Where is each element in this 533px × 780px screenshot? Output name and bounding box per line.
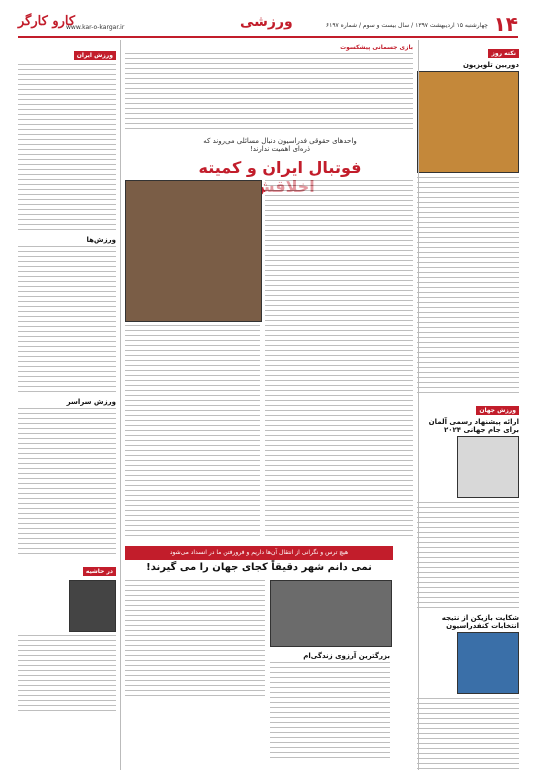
left-column bbox=[18, 42, 116, 770]
article-text bbox=[417, 502, 519, 612]
right-column bbox=[417, 40, 519, 770]
football-photo bbox=[417, 71, 519, 173]
right-mid-headline: ارائه پیشنهاد رسمی آلمان برای جام جهانی ۲۰۲۴ bbox=[428, 418, 519, 434]
date-line: چهارشنبه ۱۵ اردیبهشت ۱۳۹۷ / سال بیست و سوم / شماره ۶۱۹۷ bbox=[325, 22, 488, 29]
article-text bbox=[270, 662, 390, 762]
column-divider bbox=[120, 40, 121, 770]
column-label: نکته روز bbox=[488, 49, 519, 58]
left-mid-headline: ورزش‌ها bbox=[86, 236, 116, 244]
article-text bbox=[417, 698, 519, 770]
main-headline: فوتبال ایران و کمیته bbox=[198, 158, 362, 177]
article-text bbox=[125, 580, 265, 700]
meeting-photo bbox=[270, 580, 392, 647]
article-text bbox=[125, 53, 413, 133]
site-url[interactable]: www.kar-o-kargar.ir bbox=[66, 24, 125, 31]
article-text bbox=[125, 325, 260, 540]
player-photo bbox=[457, 632, 519, 694]
article-text bbox=[265, 180, 413, 540]
column-label: ورزش ایران bbox=[74, 51, 116, 60]
article-text bbox=[18, 635, 116, 715]
center-bottom-headline: بزرگترین آرزوی زندگی‌ام bbox=[303, 652, 390, 660]
column-divider bbox=[418, 40, 419, 770]
column-label: در حاشیه bbox=[83, 567, 116, 576]
right-bottom-headline: شکایت بازیکن از نتیجه انتخابات کنفدراسیون bbox=[441, 614, 519, 630]
article-text bbox=[417, 177, 519, 397]
headline-kicker: واحدهای حقوقی فدراسیون دنبال مسائلی می‌روند که ذره‌ای اهمیت ندارند! bbox=[203, 137, 357, 153]
center-top-article bbox=[125, 42, 413, 134]
article-text bbox=[18, 246, 116, 396]
story-banner: هیچ ترس و نگرانی از انتقال آن‌ها داریم و فرورفتن ما در انسداد می‌شود bbox=[125, 546, 393, 560]
center-article-right bbox=[265, 180, 413, 540]
world-sport-label: ورزش جهان bbox=[476, 406, 519, 415]
section-title: ورزشی bbox=[240, 14, 293, 30]
page-number: ۱۴ bbox=[493, 12, 518, 36]
left-sub-headline: ورزش سراسر bbox=[66, 398, 116, 406]
article-text bbox=[18, 64, 116, 234]
article-text bbox=[18, 408, 116, 558]
newspaper-logo: کارو کارگر bbox=[18, 14, 76, 29]
person-photo bbox=[457, 436, 519, 498]
portrait-photo bbox=[69, 580, 116, 632]
right-top-headline: دوربین تلویزیون bbox=[462, 61, 519, 69]
center-top-headline: بازی جسمانی پیشکسوت bbox=[340, 44, 413, 51]
secondary-headline: نمی دانم شهر دقیقاً کجای جهان را می گیرند! bbox=[146, 562, 372, 573]
center-bottom-article bbox=[125, 580, 265, 700]
main-photo bbox=[125, 180, 262, 322]
header-rule bbox=[18, 36, 518, 38]
center-article-left bbox=[125, 325, 260, 540]
center-bottom-right bbox=[270, 650, 390, 770]
page-header bbox=[18, 14, 518, 36]
